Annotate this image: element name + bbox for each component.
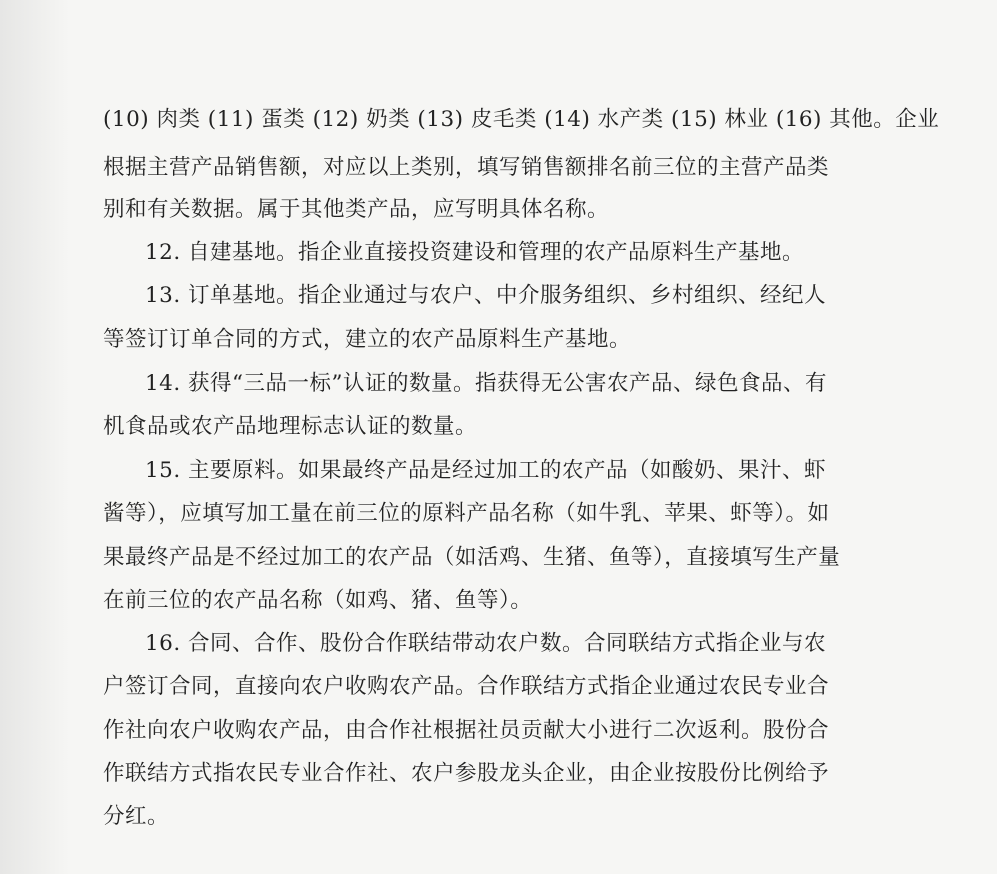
text-line-11: 果最终产品是不经过加工的农产品（如活鸡、生猪、鱼等），直接填写生产量 [103, 545, 841, 570]
text-line-8: 机食品或农产品地理标志认证的数量。 [103, 414, 478, 439]
text-line-9: 15. 主要原料。如果最终产品是经过加工的农产品（如酸奶、果汁、虾 [145, 458, 827, 483]
text-line-4: 12. 自建基地。指企业直接投资建设和管理的农产品原料生产基地。 [145, 240, 805, 265]
text-line-1: (10) 肉类 (11) 蛋类 (12) 奶类 (13) 皮毛类 (14) 水产类 (15) 林业 (16) 其他。企业 [103, 107, 940, 132]
text-line-15: 作社向农户收购农产品，由合作社根据社员贡献大小进行二次返利。股份合 [103, 718, 830, 743]
text-line-10: 酱等），应填写加工量在前三位的原料产品名称（如牛乳、苹果、虾等）。如 [103, 501, 830, 526]
text-line-16: 作联结方式指农民专业合作社、农户参股龙头企业，由企业按股份比例给予 [103, 761, 830, 786]
text-line-14: 户签订合同，直接向农户收购农产品。合作联结方式指企业通过农民专业合 [103, 674, 830, 699]
text-line-7: 14. 获得“三品一标”认证的数量。指获得无公害农产品、绿色食品、有 [145, 371, 828, 396]
text-line-12: 在前三位的农产品名称（如鸡、猪、鱼等）。 [103, 588, 533, 613]
text-line-3: 别和有关数据。属于其他类产品，应写明具体名称。 [103, 197, 610, 222]
text-line-17: 分红。 [103, 804, 170, 829]
text-line-6: 等签订订单合同的方式，建立的农产品原料生产基地。 [103, 327, 632, 352]
text-line-13: 16. 合同、合作、股份合作联结带动农户数。合同联结方式指企业与农 [145, 631, 827, 656]
text-line-2: 根据主营产品销售额，对应以上类别，填写销售额排名前三位的主营产品类 [103, 155, 830, 180]
text-line-5: 13. 订单基地。指企业通过与农户、中介服务组织、乡村组织、经纪人 [145, 283, 827, 308]
